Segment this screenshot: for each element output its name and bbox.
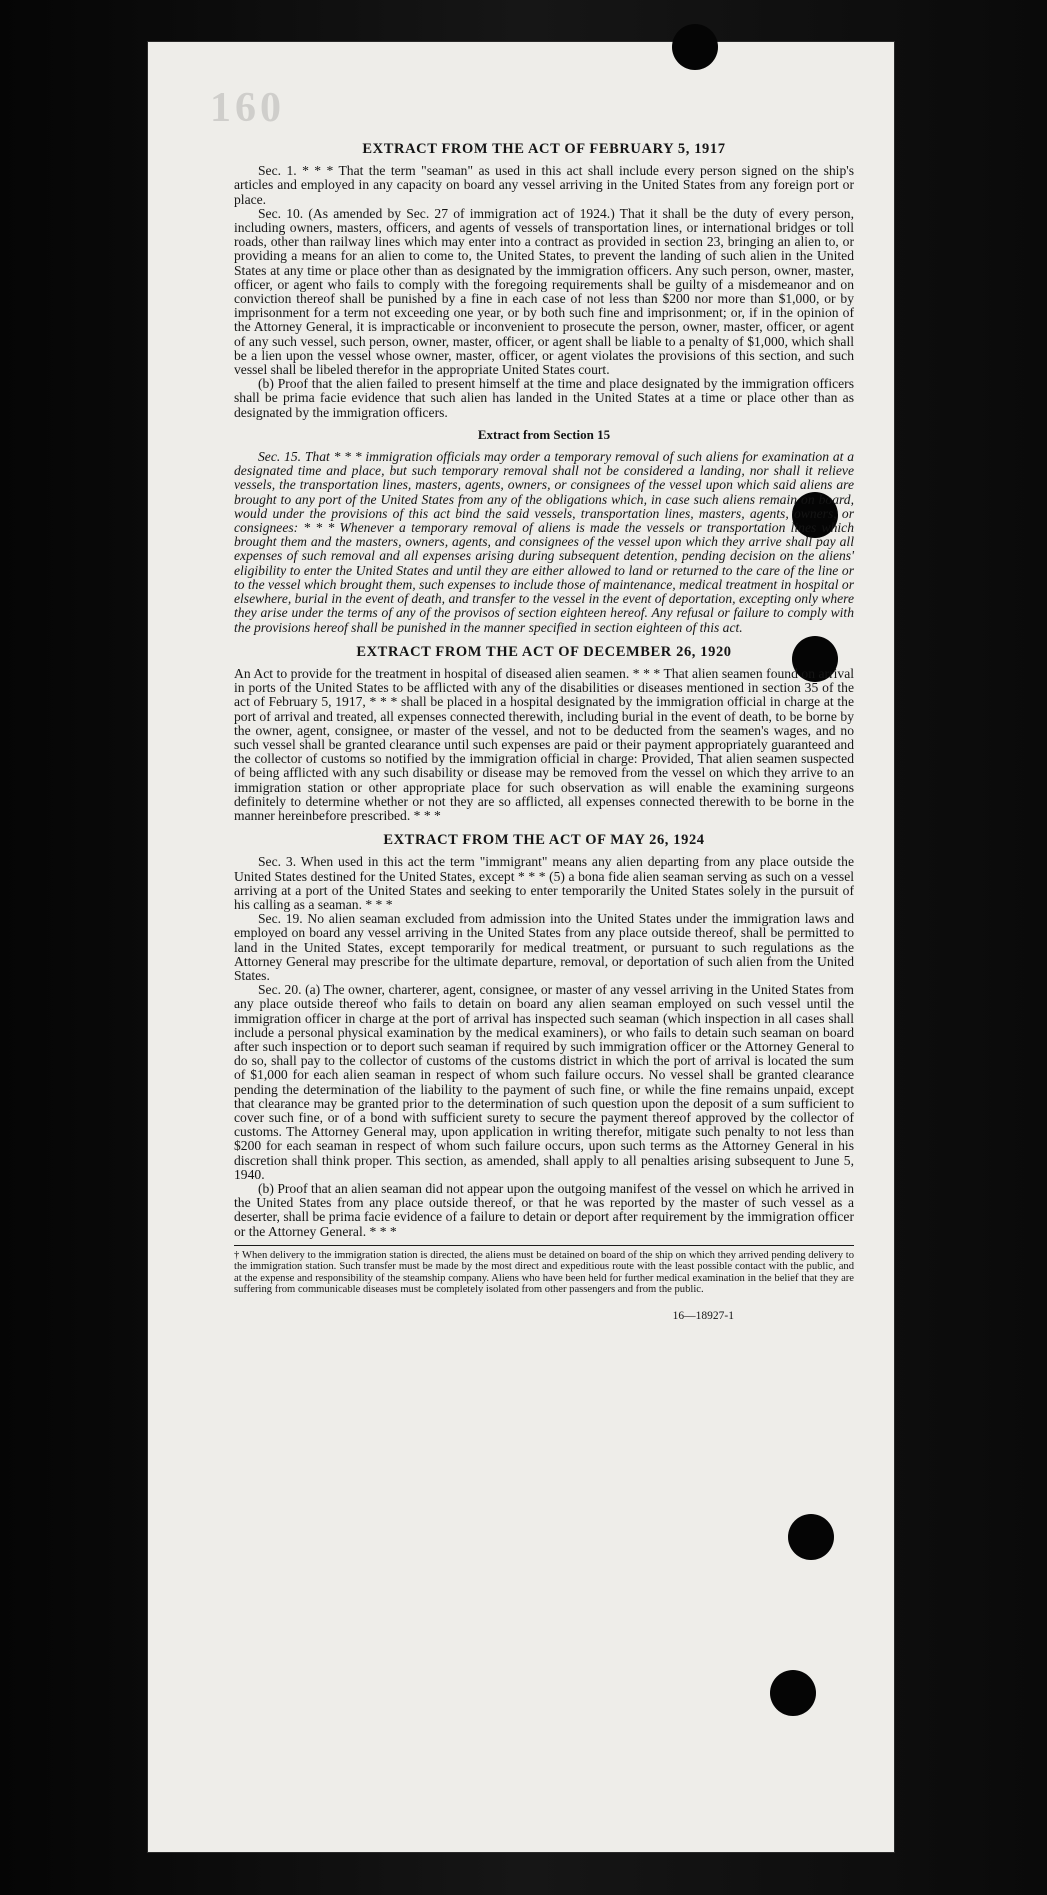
page-number: 160 — [210, 85, 285, 131]
paragraph: Sec. 20. (a) The owner, charterer, agent, consignee, or master of any vessel arriving in the United States from any place outside thereof who fails to detain on board any alien seaman employed on such vessel until the immigration officer in charge at the port of arrival has inspected such seaman (which inspection in all cases shall include a personal physical examination by the medical examiners), or who fails to detain such seaman on board after such inspection or to deport such seaman if required by such immigration officer or the Attorney General to do so, shall pay to the collector of customs of the customs district in which the port of arrival is located the sum of $1,000 for each alien seaman in respect of whom such failure occurs. No vessel shall be granted clearance pending the determination of the liability to the payment of such fine, or while the fine remains unpaid, except that clearance may be granted prior to the determination of such question upon the deposit of a sum sufficient to cover such fine, or of a bond with sufficient surety to secure the payment thereof approved by the collector of customs. The Attorney General may, upon application in writing therefor, mitigate such penalty to not less than $200 for each seaman in respect of whom such failure occurs, upon such terms as the Attorney General in his discretion shall think proper. This section, as amended, shall apply to all penalties arising subsequent to June 5, 1940. — [234, 982, 854, 1182]
section-act-1920 — [234, 645, 854, 823]
section-heading: EXTRACT FROM THE ACT OF FEBRUARY 5, 1917 — [362, 141, 726, 157]
document-body — [234, 142, 854, 1324]
section-heading: EXTRACT FROM THE ACT OF MAY 26, 1924 — [383, 832, 705, 849]
paragraph: Sec. 1. * * * That the term "seaman" as used in this act shall include every person signed on the ship's articles and employed in any capacity on board any vessel arriving in the United States from any foreign port or place. — [234, 163, 854, 207]
paragraph: Sec. 15. That * * * immigration officials may order a temporary removal of such aliens for examination at a designated time and place, but such temporary removal shall not be considered a landing, nor shall it relieve vessels, the transportation lines, masters, agents, owners, or consignees of the vessel upon which said aliens are brought to any port of the United States from any of the obligations which, in case such aliens remain on board, would under the provisions of this act bind the said vessels, transportation lines, masters, agents, owners, or consignees: * * * Whenever a temporary removal of aliens is made the vessels or transportation lines which brought them and the masters, owners, agents, and consignees of the vessel upon which they arrive shall pay all expenses of such removal and all expenses arising during subsequent detention, pending decision on the aliens' eligibility to enter the United States and until they are either allowed to land or returned to the care of the line or to the vessel which brought them, such expenses to include those of maintenance, medical treatment in hospital or elsewhere, burial in the event of death, and transfer to the vessel in the event of deportation, excepting only where they arise under the terms of any of the provisos of section eighteen hereof. Any refusal or failure to comply with the provisions hereof shall be punished in the manner specified in section eighteen of this act. — [234, 449, 854, 635]
paragraph: (b) Proof that the alien failed to present himself at the time and place designated by the immigration officers shall be prima facie evidence that such alien has landed in the United States at a time or place other than as designated by the immigration officers. — [234, 376, 854, 420]
section-15-extract — [234, 428, 854, 635]
paragraph: (b) Proof that an alien seaman did not appear upon the outgoing manifest of the vessel on which he arrived in the United States from any place outside thereof, or that he was reported by the master of such vessel as a deserter, shall be prima facie evidence of a failure to detain or deport after requirement by the immigration officer or the Attorney General. * * * — [234, 1181, 854, 1239]
punch-hole-icon — [672, 24, 718, 70]
section-heading: EXTRACT FROM THE ACT OF DECEMBER 26, 1920 — [356, 643, 732, 660]
section-act-1924 — [234, 833, 854, 1239]
paragraph: Sec. 19. No alien seaman excluded from admission into the United States under the immigration laws and employed on board any vessel arriving in the United States from any place outside thereof, shall be permitted to land in the United States, except temporarily for medical treatment, or pursuant to such regulations as the Attorney General may prescribe for the ultimate departure, removal, or deportation of such alien from the United States. — [234, 911, 854, 983]
footnote: † When delivery to the immigration station is directed, the aliens must be detained on board of the ship on which they arrived pending delivery to the immigration station. Such transfer must be made by the most direct and expeditious route with the least possible contact with the public, and at the expense and responsibility of the steamship company. Aliens who have been held for further medical examination in the belief that they are suffering from communicable diseases must be completely isolated from other passengers and from the public. — [234, 1249, 854, 1296]
document-page — [148, 42, 894, 1852]
section-act-1917 — [234, 142, 854, 420]
punch-hole-icon — [770, 1670, 816, 1716]
paragraph: Sec. 3. When used in this act the term "immigrant" means any alien departing from any place outside the United States destined for the United States, except * * * (5) a bona fide alien seaman serving as such on a vessel arriving at a port of the United States and seeking to enter temporarily the United States solely in the pursuit of his calling as a seaman. * * * — [234, 854, 854, 912]
section-subheading: Extract from Section 15 — [477, 426, 611, 442]
paragraph: An Act to provide for the treatment in hospital of diseased alien seamen. * * * That alien seamen found on arrival in ports of the United States to be afflicted with any of the disabilities or diseases mentioned in section 35 of the act of February 5, 1917, * * * shall be placed in a hospital designated by the immigration official in charge at the port of arrival and treated, all expenses connected therewith, including burial in the event of death, to be borne by the owner, agent, consignee, or master of the vessel, and not to be deducted from the seamen's wages, and no such vessel shall be granted clearance until such expenses are paid or their payment appropriately guaranteed and the collector of customs so notified by the immigration official in charge: Provided, That alien seamen suspected of being afflicted with any such disability or disease may be removed from the vessel on which they arrive to an immigration station or other appropriate place for such observation as will enable the examining surgeons definitely to determine whether or not they are so afflicted, all expenses connected therewith to be borne in the manner hereinbefore prescribed. * * * — [234, 665, 854, 823]
paragraph: Sec. 10. (As amended by Sec. 27 of immigration act of 1924.) That it shall be the duty of every person, including owners, masters, officers, and agents of vessels of transportation lines, or international bridges or toll roads, other than railway lines which may enter into a contract as provided in section 23, bringing an alien to, or providing a means for an alien to come to, the United States, to prevent the landing of such alien in the United States at any time or place other than as designated by the immigration officers. Any such person, owner, master, officer, or agent who fails to comply with the foregoing requirements shall be guilty of a misdemeanor and on conviction thereof shall be punished by a fine in each case of not less than $200 nor more than $1,000, or by imprisonment for a term not exceeding one year, or by both such fine and imprisonment; or, if in the opinion of the Attorney General, it is impracticable or inconvenient to prosecute the person, owner, master, officer, or agent of any such vessel, such person, owner, master, officer, or agent shall be liable to a penalty of $1,000, which shall be a lien upon the vessel whose owner, master, officer, or agent violates the provisions of this section, and such vessel shall be libeled therefor in the appropriate United States court. — [234, 205, 854, 378]
footnote-divider — [234, 1245, 854, 1246]
punch-hole-icon — [788, 1514, 834, 1560]
document-number: 16—18927-1 — [672, 1310, 734, 1323]
